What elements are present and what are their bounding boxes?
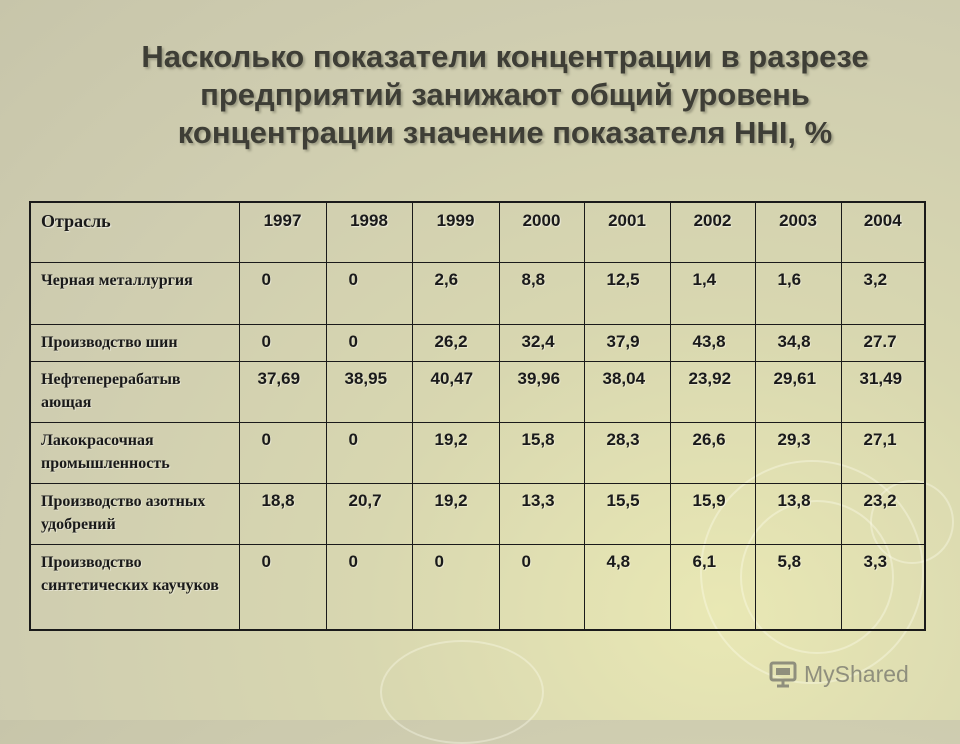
value-cell: 13,8 bbox=[755, 483, 841, 544]
value-cell: 5,8 bbox=[755, 544, 841, 630]
column-header-2002: 2002 bbox=[670, 202, 755, 262]
value-cell: 0 bbox=[239, 422, 326, 483]
value-cell: 39,96 bbox=[499, 361, 584, 422]
value-cell: 32,4 bbox=[499, 324, 584, 361]
value-cell: 19,2 bbox=[412, 422, 499, 483]
industry-cell: Производство шин bbox=[30, 324, 239, 361]
value-cell: 1,6 bbox=[755, 262, 841, 324]
industry-cell: Производство синтетических каучуков bbox=[30, 544, 239, 630]
column-header-2004: 2004 bbox=[841, 202, 925, 262]
value-cell: 0 bbox=[239, 324, 326, 361]
column-header-1999: 1999 bbox=[412, 202, 499, 262]
value-cell: 37,9 bbox=[584, 324, 670, 361]
industry-cell: Лакокрасочная промышленность bbox=[30, 422, 239, 483]
value-cell: 27.7 bbox=[841, 324, 925, 361]
watermark-text: MyShared bbox=[804, 660, 909, 687]
value-cell: 23,2 bbox=[841, 483, 925, 544]
value-cell: 3,3 bbox=[841, 544, 925, 630]
table-row bbox=[30, 483, 925, 544]
value-cell: 0 bbox=[326, 544, 412, 630]
value-cell: 0 bbox=[326, 324, 412, 361]
value-cell: 37,69 bbox=[239, 361, 326, 422]
value-cell: 19,2 bbox=[412, 483, 499, 544]
table-row bbox=[30, 422, 925, 483]
value-cell: 26,6 bbox=[670, 422, 755, 483]
industry-cell bbox=[30, 361, 239, 422]
value-cell: 0 bbox=[239, 262, 326, 324]
value-cell: 6,1 bbox=[670, 544, 755, 630]
value-cell: 0 bbox=[239, 544, 326, 630]
table-row bbox=[30, 544, 925, 630]
hhi-table bbox=[29, 201, 926, 631]
value-cell: 29,61 bbox=[755, 361, 841, 422]
column-header-2001: 2001 bbox=[584, 202, 670, 262]
industry-cell: Черная металлургия bbox=[30, 262, 239, 324]
myshared-watermark[interactable] bbox=[768, 656, 909, 692]
presentation-screen-icon bbox=[768, 659, 798, 689]
column-header-2000: 2000 bbox=[499, 202, 584, 262]
value-cell: 0 bbox=[326, 422, 412, 483]
value-cell: 38,04 bbox=[584, 361, 670, 422]
value-cell: 8,8 bbox=[499, 262, 584, 324]
industry-cell: Производство азотных удобрений bbox=[30, 483, 239, 544]
value-cell: 0 bbox=[499, 544, 584, 630]
value-cell: 27,1 bbox=[841, 422, 925, 483]
value-cell: 4,8 bbox=[584, 544, 670, 630]
table-row bbox=[30, 324, 925, 361]
value-cell: 15,9 bbox=[670, 483, 755, 544]
value-cell: 23,92 bbox=[670, 361, 755, 422]
column-header-1998: 1998 bbox=[326, 202, 412, 262]
table-row bbox=[30, 361, 925, 422]
slide-title: Насколько показатели концентрации в разрезе предприятий занижают общий уровень концентрации значение показателя HHI, % bbox=[141, 39, 869, 150]
industry-line: ающая bbox=[41, 393, 92, 411]
value-cell: 40,47 bbox=[412, 361, 499, 422]
value-cell: 1,4 bbox=[670, 262, 755, 324]
value-cell: 13,3 bbox=[499, 483, 584, 544]
value-cell: 0 bbox=[326, 262, 412, 324]
industry-line: Нефтеперерабатыв bbox=[41, 370, 181, 388]
column-header-industry: Отрасль bbox=[30, 202, 239, 262]
value-cell: 12,5 bbox=[584, 262, 670, 324]
value-cell: 0 bbox=[412, 544, 499, 630]
table-row bbox=[30, 262, 925, 324]
value-cell: 28,3 bbox=[584, 422, 670, 483]
value-cell: 15,5 bbox=[584, 483, 670, 544]
value-cell: 34,8 bbox=[755, 324, 841, 361]
value-cell: 43,8 bbox=[670, 324, 755, 361]
value-cell: 38,95 bbox=[326, 361, 412, 422]
value-cell: 31,49 bbox=[841, 361, 925, 422]
value-cell: 2,6 bbox=[412, 262, 499, 324]
value-cell: 18,8 bbox=[239, 483, 326, 544]
value-cell: 15,8 bbox=[499, 422, 584, 483]
column-header-2003: 2003 bbox=[755, 202, 841, 262]
value-cell: 29,3 bbox=[755, 422, 841, 483]
column-header-1997: 1997 bbox=[239, 202, 326, 262]
value-cell: 3,2 bbox=[841, 262, 925, 324]
value-cell: 20,7 bbox=[326, 483, 412, 544]
table-header-row bbox=[30, 202, 925, 262]
background-swirl bbox=[380, 640, 544, 744]
value-cell: 26,2 bbox=[412, 324, 499, 361]
